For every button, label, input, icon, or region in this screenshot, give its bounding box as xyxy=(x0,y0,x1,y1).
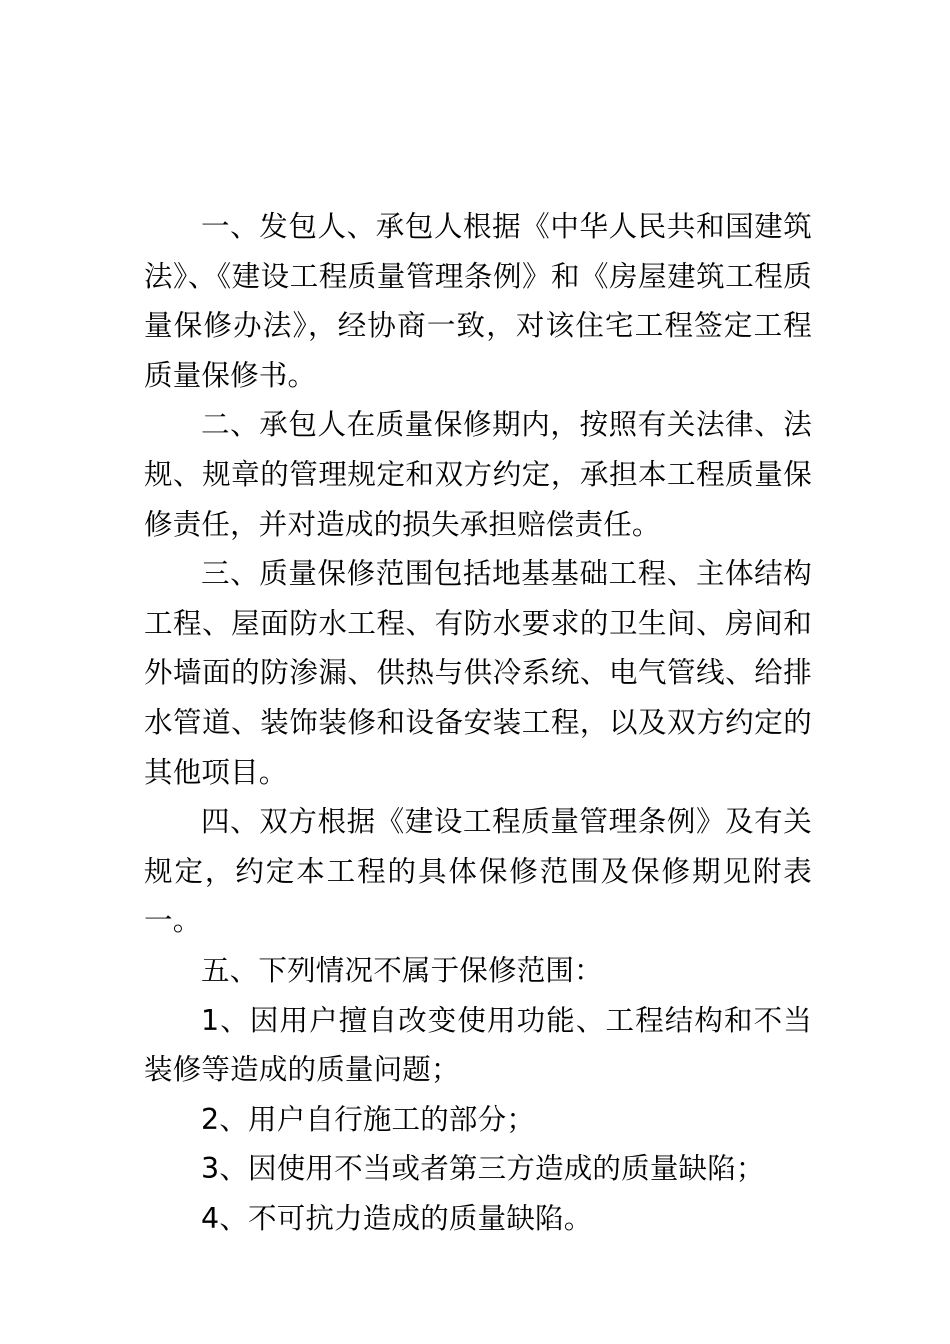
paragraph-clause-5: 五、下列情况不属于保修范围： xyxy=(201,953,603,987)
paragraph-clause-1: 一、发包人、承包人根据《中华人民共和国建筑法》、《建设工程质量管理条例》和《房屋建筑工程质量保修办法》，经协商一致，对该住宅工程签定工程质量保修书。 xyxy=(144,210,812,392)
list-item-exclusion-3: 3、因使用不当或者第三方造成的质量缺陷； xyxy=(201,1152,765,1186)
paragraph-clause-2: 二、承包人在质量保修期内，按照有关法律、法规、规章的管理规定和双方约定，承担本工程质量保修责任，并对造成的损失承担赔偿责任。 xyxy=(144,408,812,541)
list-item-exclusion-2: 2、用户自行施工的部分； xyxy=(201,1102,536,1136)
paragraph-clause-4: 四、双方根据《建设工程质量管理条例》及有关规定，约定本工程的具体保修范围及保修期见附表一。 xyxy=(144,805,812,938)
paragraph-clause-3: 三、质量保修范围包括地基基础工程、主体结构工程、屋面防水工程、有防水要求的卫生间、房间和外墙面的防渗漏、供热与供冷系统、电气管线、给排水管道、装饰装修和设备安装工程，以及双方约定的其他项目。 xyxy=(144,557,812,789)
list-item-exclusion-1: 1、因用户擅自改变使用功能、工程结构和不当装修等造成的质量问题； xyxy=(144,1003,812,1087)
document-body xyxy=(144,202,812,1243)
list-item-exclusion-4: 4、不可抗力造成的质量缺陷。 xyxy=(201,1201,593,1235)
